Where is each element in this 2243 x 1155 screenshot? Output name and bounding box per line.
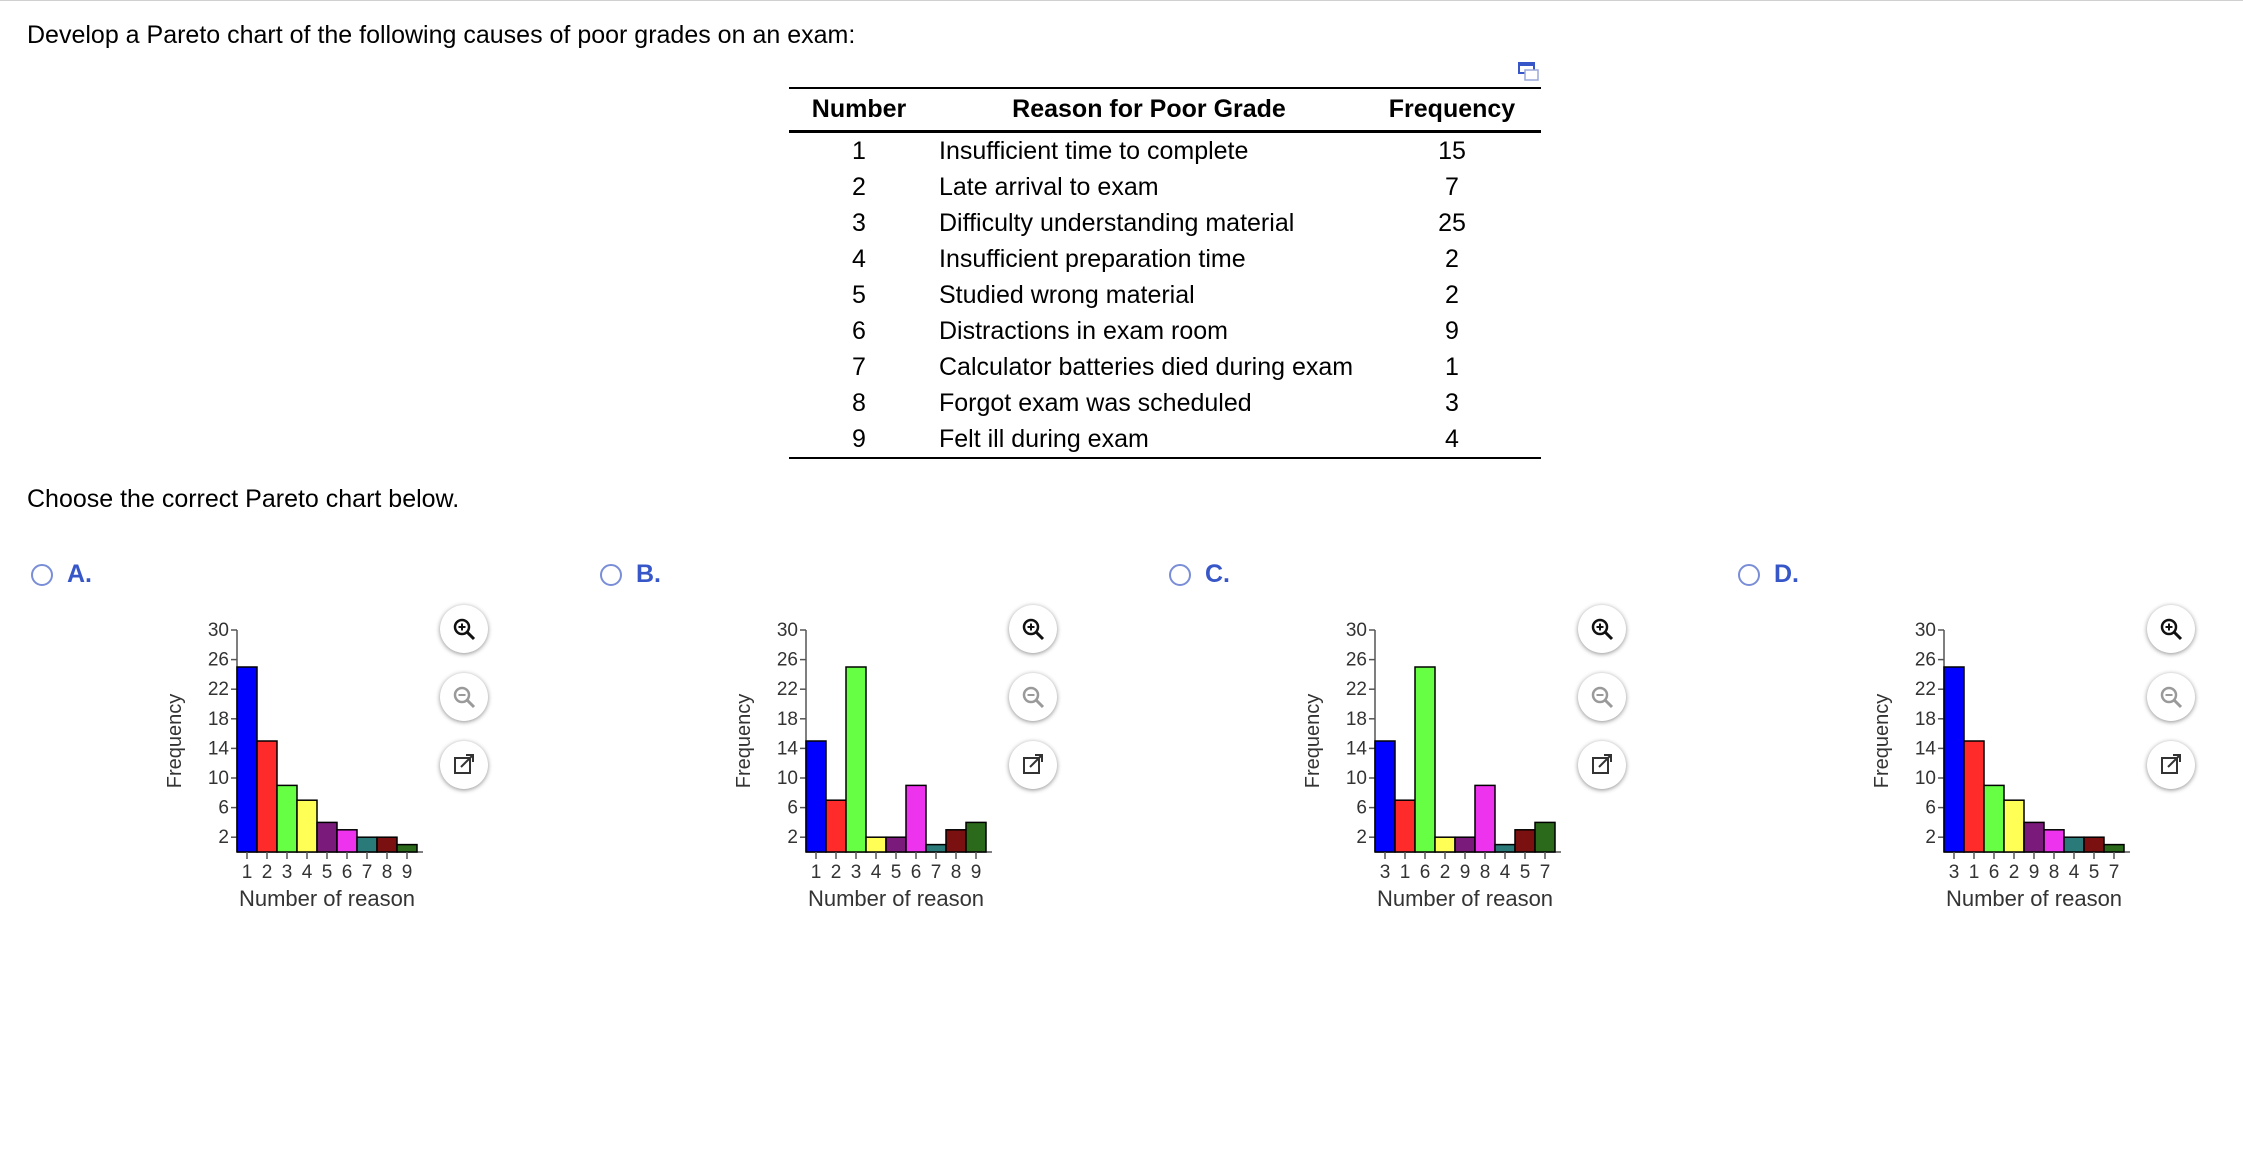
x-tick-label: 3 bbox=[1948, 862, 1960, 883]
open-new-window-button[interactable] bbox=[440, 741, 488, 789]
x-tick-label: 3 bbox=[281, 862, 293, 883]
y-tick-label: 10 bbox=[207, 768, 229, 789]
row-number: 2 bbox=[852, 172, 866, 201]
bar bbox=[906, 785, 926, 852]
y-axis-title: Frequency bbox=[1302, 693, 1324, 789]
bar bbox=[966, 822, 986, 852]
row-frequency: 2 bbox=[1445, 280, 1459, 309]
bar bbox=[1515, 830, 1535, 852]
y-tick-label: 26 bbox=[776, 649, 798, 671]
bar bbox=[1475, 785, 1495, 852]
bar bbox=[946, 830, 966, 852]
y-tick-label: 10 bbox=[1914, 768, 1936, 789]
row-number: 9 bbox=[852, 424, 866, 453]
option-a bbox=[27, 560, 587, 920]
bar bbox=[1455, 837, 1475, 852]
x-tick-label: 2 bbox=[261, 862, 273, 883]
y-tick-label: 10 bbox=[1345, 768, 1367, 789]
top-divider bbox=[0, 0, 2243, 1]
row-number: 4 bbox=[852, 244, 866, 273]
bar bbox=[2044, 830, 2064, 852]
x-tick-label: 5 bbox=[890, 862, 902, 883]
x-axis-title: Number of reason bbox=[807, 886, 985, 911]
table-row bbox=[789, 421, 1541, 458]
table-row bbox=[789, 205, 1541, 241]
zoom-in-icon bbox=[1590, 617, 1614, 641]
bar bbox=[237, 667, 257, 852]
y-tick-label: 6 bbox=[218, 797, 229, 819]
table-row bbox=[789, 313, 1541, 349]
option-b bbox=[596, 560, 1156, 920]
x-tick-label: 6 bbox=[341, 862, 353, 883]
x-tick-label: 6 bbox=[1988, 862, 2000, 883]
open-new-window-button[interactable] bbox=[1578, 741, 1626, 789]
bar bbox=[1435, 837, 1455, 852]
bar bbox=[357, 837, 377, 852]
y-tick-label: 6 bbox=[1356, 797, 1367, 819]
zoom-in-button[interactable] bbox=[1578, 605, 1626, 653]
y-tick-label: 30 bbox=[207, 620, 229, 641]
x-tick-label: 4 bbox=[1499, 862, 1511, 883]
reasons-table bbox=[789, 87, 1541, 459]
x-tick-label: 1 bbox=[241, 862, 253, 883]
option-d bbox=[1734, 560, 2243, 920]
bar bbox=[846, 667, 866, 852]
option-a-label: A. bbox=[67, 560, 92, 588]
y-tick-label: 26 bbox=[1345, 649, 1367, 671]
pareto-chart-a bbox=[137, 620, 457, 920]
bar bbox=[1495, 845, 1515, 852]
row-reason: Calculator batteries died during exam bbox=[939, 352, 1354, 381]
y-tick-label: 2 bbox=[1925, 827, 1936, 849]
option-b-label: B. bbox=[636, 560, 661, 588]
bar bbox=[2024, 822, 2044, 852]
x-tick-label: 2 bbox=[830, 862, 842, 883]
x-axis-title: Number of reason bbox=[1945, 886, 2123, 911]
x-tick-label: 5 bbox=[2088, 862, 2100, 883]
bar bbox=[2004, 800, 2024, 852]
x-tick-label: 3 bbox=[850, 862, 862, 883]
zoom-in-icon bbox=[452, 617, 476, 641]
row-number: 3 bbox=[852, 208, 866, 237]
x-tick-label: 5 bbox=[321, 862, 333, 883]
bar bbox=[337, 830, 357, 852]
bar bbox=[2064, 837, 2084, 852]
y-axis-title: Frequency bbox=[164, 693, 186, 789]
external-link-icon bbox=[1021, 753, 1045, 777]
bar bbox=[1415, 667, 1435, 852]
y-tick-label: 14 bbox=[1914, 738, 1936, 760]
pareto-chart-c bbox=[1275, 620, 1595, 920]
row-frequency: 25 bbox=[1438, 208, 1466, 237]
row-number: 7 bbox=[852, 352, 866, 381]
external-link-icon bbox=[452, 753, 476, 777]
row-frequency: 2 bbox=[1445, 244, 1459, 273]
bar bbox=[317, 822, 337, 852]
radio-option-d[interactable] bbox=[1738, 564, 1760, 586]
zoom-in-button[interactable] bbox=[1009, 605, 1057, 653]
row-reason: Late arrival to exam bbox=[939, 172, 1159, 201]
y-tick-label: 26 bbox=[1914, 649, 1936, 671]
y-tick-label: 14 bbox=[776, 738, 798, 760]
question-prompt: Develop a Pareto chart of the following causes of poor grades on an exam: bbox=[27, 21, 856, 49]
x-tick-label: 6 bbox=[910, 862, 922, 883]
y-tick-label: 30 bbox=[1345, 620, 1367, 641]
zoom-out-icon bbox=[1590, 685, 1614, 709]
x-tick-label: 9 bbox=[401, 862, 413, 883]
pareto-chart-d bbox=[1844, 620, 2164, 920]
pareto-chart-b bbox=[706, 620, 1026, 920]
bar bbox=[826, 800, 846, 852]
x-tick-label: 6 bbox=[1419, 862, 1431, 883]
y-tick-label: 22 bbox=[776, 679, 798, 701]
y-tick-label: 18 bbox=[207, 708, 229, 730]
bar bbox=[806, 741, 826, 852]
zoom-in-button[interactable] bbox=[2147, 605, 2195, 653]
row-frequency: 4 bbox=[1445, 424, 1459, 453]
bar bbox=[2084, 837, 2104, 852]
zoom-out-button[interactable] bbox=[1009, 673, 1057, 721]
bar bbox=[297, 800, 317, 852]
header-number: Number bbox=[789, 88, 929, 132]
bar bbox=[926, 845, 946, 852]
x-tick-label: 7 bbox=[1539, 862, 1551, 883]
y-tick-label: 30 bbox=[1914, 620, 1936, 641]
zoom-in-button[interactable] bbox=[440, 605, 488, 653]
x-tick-label: 1 bbox=[810, 862, 822, 883]
y-tick-label: 2 bbox=[218, 827, 229, 849]
row-reason: Studied wrong material bbox=[939, 280, 1195, 309]
y-tick-label: 6 bbox=[1925, 797, 1936, 819]
bar bbox=[1964, 741, 1984, 852]
header-reason: Reason for Poor Grade bbox=[929, 88, 1363, 132]
x-tick-label: 4 bbox=[870, 862, 882, 883]
x-axis-title: Number of reason bbox=[238, 886, 416, 911]
x-tick-label: 8 bbox=[2048, 862, 2060, 883]
row-number: 8 bbox=[852, 388, 866, 417]
option-c bbox=[1165, 560, 1725, 920]
copy-table-icon[interactable] bbox=[1517, 60, 1541, 84]
radio-option-a[interactable] bbox=[31, 564, 53, 586]
y-tick-label: 2 bbox=[1356, 827, 1367, 849]
row-frequency: 9 bbox=[1445, 316, 1459, 345]
bar bbox=[257, 741, 277, 852]
y-tick-label: 22 bbox=[1914, 679, 1936, 701]
row-frequency: 1 bbox=[1445, 352, 1459, 381]
x-tick-label: 4 bbox=[2068, 862, 2080, 883]
x-tick-label: 7 bbox=[2108, 862, 2120, 883]
row-number: 5 bbox=[852, 280, 866, 309]
zoom-out-button[interactable] bbox=[2147, 673, 2195, 721]
bar bbox=[2104, 845, 2124, 852]
row-reason: Distractions in exam room bbox=[939, 316, 1228, 345]
y-tick-label: 2 bbox=[787, 827, 798, 849]
bar bbox=[886, 837, 906, 852]
x-tick-label: 2 bbox=[1439, 862, 1451, 883]
row-frequency: 3 bbox=[1445, 388, 1459, 417]
zoom-in-icon bbox=[2159, 617, 2183, 641]
bar bbox=[1375, 741, 1395, 852]
x-tick-label: 7 bbox=[361, 862, 373, 883]
bar bbox=[1944, 667, 1964, 852]
bar bbox=[1984, 785, 2004, 852]
row-reason: Insufficient preparation time bbox=[939, 244, 1246, 273]
table-row bbox=[789, 277, 1541, 313]
table-row bbox=[789, 349, 1541, 385]
row-frequency: 15 bbox=[1438, 136, 1466, 165]
zoom-out-icon bbox=[1021, 685, 1045, 709]
x-tick-label: 1 bbox=[1399, 862, 1411, 883]
x-tick-label: 3 bbox=[1379, 862, 1391, 883]
row-frequency: 7 bbox=[1445, 172, 1459, 201]
table-row bbox=[789, 241, 1541, 277]
x-tick-label: 7 bbox=[930, 862, 942, 883]
x-tick-label: 5 bbox=[1519, 862, 1531, 883]
row-reason: Insufficient time to complete bbox=[939, 136, 1249, 165]
zoom-out-icon bbox=[452, 685, 476, 709]
row-number: 6 bbox=[852, 316, 866, 345]
x-tick-label: 8 bbox=[950, 862, 962, 883]
y-tick-label: 18 bbox=[1914, 708, 1936, 730]
external-link-icon bbox=[1590, 753, 1614, 777]
y-tick-label: 22 bbox=[207, 679, 229, 701]
bar bbox=[377, 837, 397, 852]
bar bbox=[397, 845, 417, 852]
table-row bbox=[789, 169, 1541, 205]
y-tick-label: 6 bbox=[787, 797, 798, 819]
x-tick-label: 4 bbox=[301, 862, 313, 883]
y-tick-label: 14 bbox=[1345, 738, 1367, 760]
x-tick-label: 1 bbox=[1968, 862, 1980, 883]
option-c-label: C. bbox=[1205, 560, 1230, 588]
bar bbox=[277, 785, 297, 852]
x-tick-label: 8 bbox=[1479, 862, 1491, 883]
bar bbox=[1535, 822, 1555, 852]
open-new-window-button[interactable] bbox=[1009, 741, 1057, 789]
table-row bbox=[789, 132, 1541, 170]
y-tick-label: 18 bbox=[776, 708, 798, 730]
x-axis-title: Number of reason bbox=[1376, 886, 1554, 911]
option-d-label: D. bbox=[1774, 560, 1799, 588]
y-tick-label: 14 bbox=[207, 738, 229, 760]
table-row bbox=[789, 385, 1541, 421]
zoom-out-icon bbox=[2159, 685, 2183, 709]
open-new-window-button[interactable] bbox=[2147, 741, 2195, 789]
row-reason: Forgot exam was scheduled bbox=[939, 388, 1252, 417]
row-reason: Felt ill during exam bbox=[939, 424, 1149, 453]
header-frequency: Frequency bbox=[1363, 88, 1541, 132]
zoom-in-icon bbox=[1021, 617, 1045, 641]
y-tick-label: 30 bbox=[776, 620, 798, 641]
row-number: 1 bbox=[852, 136, 866, 165]
zoom-out-button[interactable] bbox=[1578, 673, 1626, 721]
y-tick-label: 10 bbox=[776, 768, 798, 789]
bar bbox=[1395, 800, 1415, 852]
y-axis-title: Frequency bbox=[733, 693, 755, 789]
x-tick-label: 9 bbox=[2028, 862, 2040, 883]
y-axis-title: Frequency bbox=[1871, 693, 1893, 789]
external-link-icon bbox=[2159, 753, 2183, 777]
y-tick-label: 26 bbox=[207, 649, 229, 671]
radio-option-b[interactable] bbox=[600, 564, 622, 586]
x-tick-label: 2 bbox=[2008, 862, 2020, 883]
y-tick-label: 22 bbox=[1345, 679, 1367, 701]
choose-prompt: Choose the correct Pareto chart below. bbox=[27, 485, 460, 513]
table-header-row bbox=[789, 88, 1541, 132]
zoom-out-button[interactable] bbox=[440, 673, 488, 721]
y-tick-label: 18 bbox=[1345, 708, 1367, 730]
row-reason: Difficulty understanding material bbox=[939, 208, 1295, 237]
x-tick-label: 8 bbox=[381, 862, 393, 883]
radio-option-c[interactable] bbox=[1169, 564, 1191, 586]
x-tick-label: 9 bbox=[970, 862, 982, 883]
bar bbox=[866, 837, 886, 852]
x-tick-label: 9 bbox=[1459, 862, 1471, 883]
